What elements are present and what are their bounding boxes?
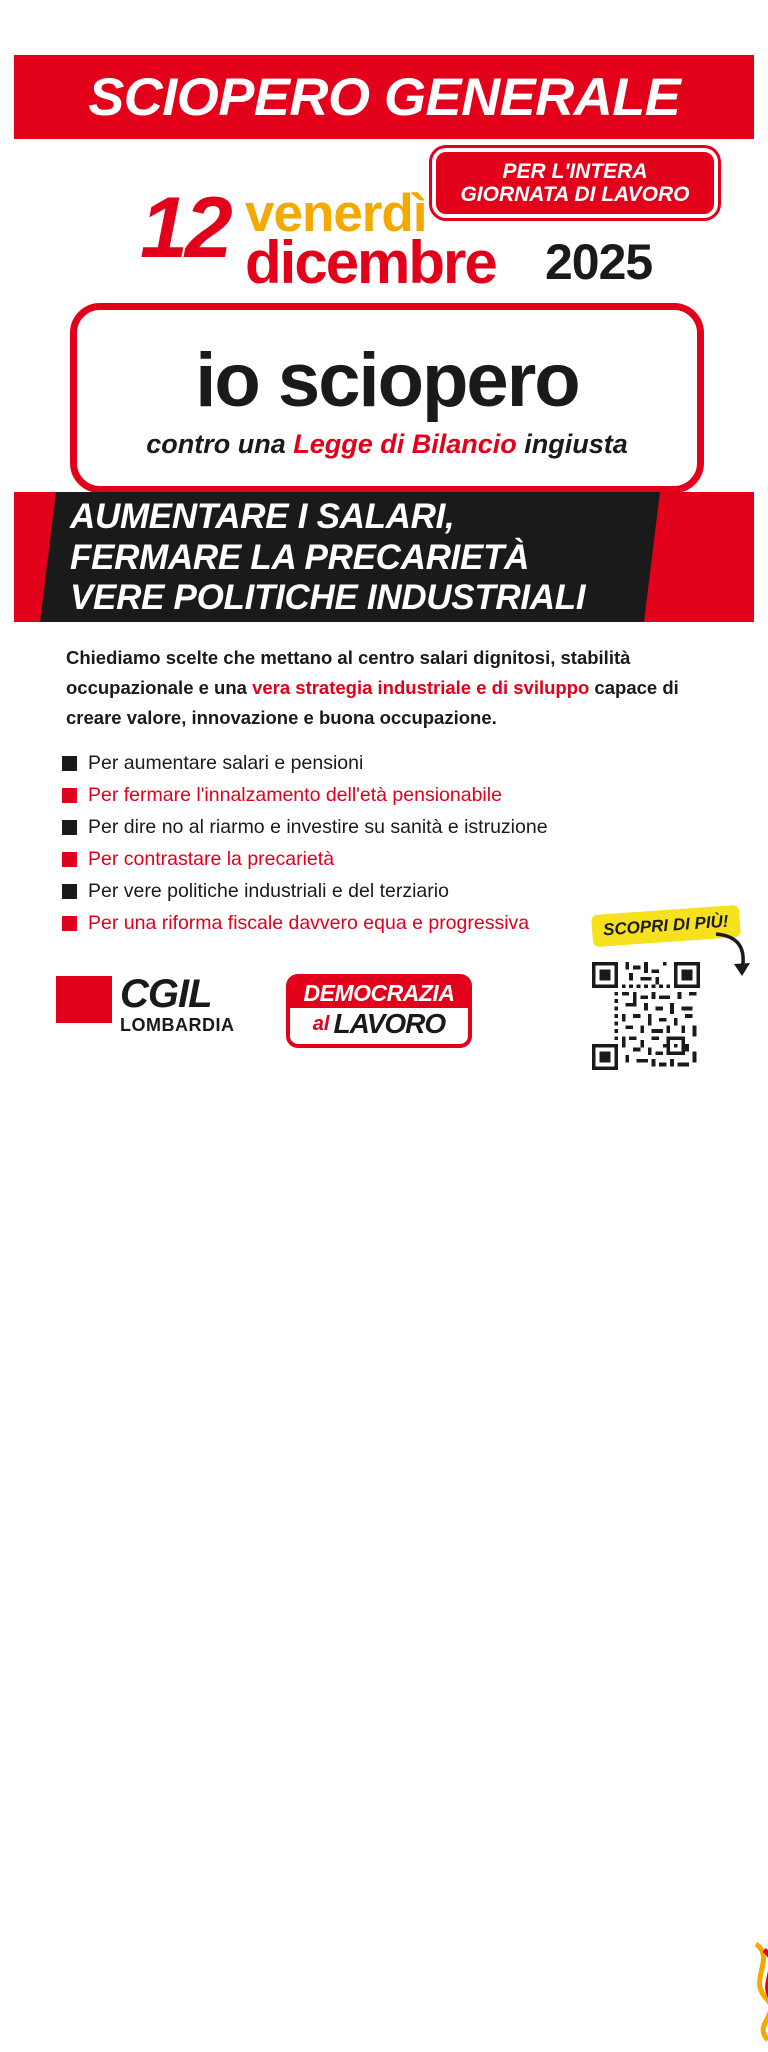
dal-lavoro-label: LAVORO	[333, 1008, 446, 1039]
date-weekday: venerdì	[245, 184, 427, 243]
qr-code[interactable]	[592, 962, 700, 1070]
list-item-label: Per fermare l'innalzamento dell'età pensionabile	[88, 783, 502, 806]
date-year: 2025	[545, 234, 653, 290]
date-month: dicembre	[245, 229, 496, 296]
headline-banner	[14, 55, 754, 139]
list-item	[62, 816, 722, 838]
date-day: 12	[140, 180, 230, 276]
intro-highlight: vera strategia industriale e di sviluppo	[252, 676, 590, 698]
badge-line-2: GIORNATA DI LAVORO	[460, 183, 690, 206]
cgil-mark-icon	[56, 976, 112, 1023]
bullet-square-icon	[62, 852, 77, 867]
intro-part-1: Chiediamo scelte che mettano al centro salari dignitosi, stabilità occupazionale e una	[66, 647, 631, 698]
claim-sub	[146, 428, 628, 459]
dal-bottom-row	[290, 1008, 468, 1040]
list-item-label: Per dire no al riarmo e investire su sanità e istruzione	[88, 815, 548, 838]
claim-sub-prefix: contro una	[146, 428, 294, 459]
page-title: SCIOPERO GENERALE	[87, 67, 681, 127]
scopri-di-piu-label: SCOPRI DI PIÙ!	[602, 911, 730, 940]
claim-sub-highlight: Legge di Bilancio	[293, 428, 517, 459]
logo-democrazia-al-lavoro	[286, 974, 536, 1046]
slogan-line-2: FERMARE LA PRECARIETÀ	[70, 537, 530, 577]
list-item-label: Per vere politiche industriali e del terziario	[88, 879, 449, 902]
bullet-square-icon	[62, 756, 77, 771]
list-item-label: Per contrastare la precarietà	[88, 847, 335, 870]
bullet-square-icon	[62, 788, 77, 803]
logo-cgil	[56, 972, 235, 1040]
list-item	[62, 848, 722, 870]
list-item-label: Per aumentare salari e pensioni	[88, 752, 364, 774]
dal-box	[286, 974, 472, 1048]
dal-top-label: DEMOCRAZIA	[290, 978, 468, 1008]
bullet-square-icon	[62, 916, 77, 931]
dal-al-label: al	[312, 1012, 330, 1035]
list-item	[62, 880, 722, 902]
claim-sub-suffix: ingiusta	[516, 428, 628, 459]
intro-paragraph	[66, 643, 706, 733]
cgil-region: LOMBARDIA	[120, 1015, 235, 1035]
ribbon-decoration-icon	[718, 1940, 768, 2052]
arrow-down-icon	[712, 930, 756, 982]
claim-main: io sciopero	[195, 337, 579, 423]
list-item	[62, 784, 722, 806]
bullet-square-icon	[62, 820, 77, 835]
claim-box	[70, 303, 704, 493]
slogan-line-1: AUMENTARE I SALARI,	[70, 497, 455, 537]
list-item	[62, 752, 722, 774]
slogan-line-3: VERE POLITICHE INDUSTRIALI	[70, 578, 586, 618]
bullet-square-icon	[62, 884, 77, 899]
badge-line-1: PER L'INTERA	[502, 159, 648, 183]
intro-part-2: capace di creare valore, innovazione e buona occupazione.	[66, 676, 679, 728]
cgil-name: CGIL	[120, 972, 212, 1016]
slogan-text	[70, 498, 710, 618]
list-item-label: Per una riforma fiscale davvero equa e progressiva	[88, 911, 530, 934]
status-badge-full-day	[432, 148, 718, 218]
